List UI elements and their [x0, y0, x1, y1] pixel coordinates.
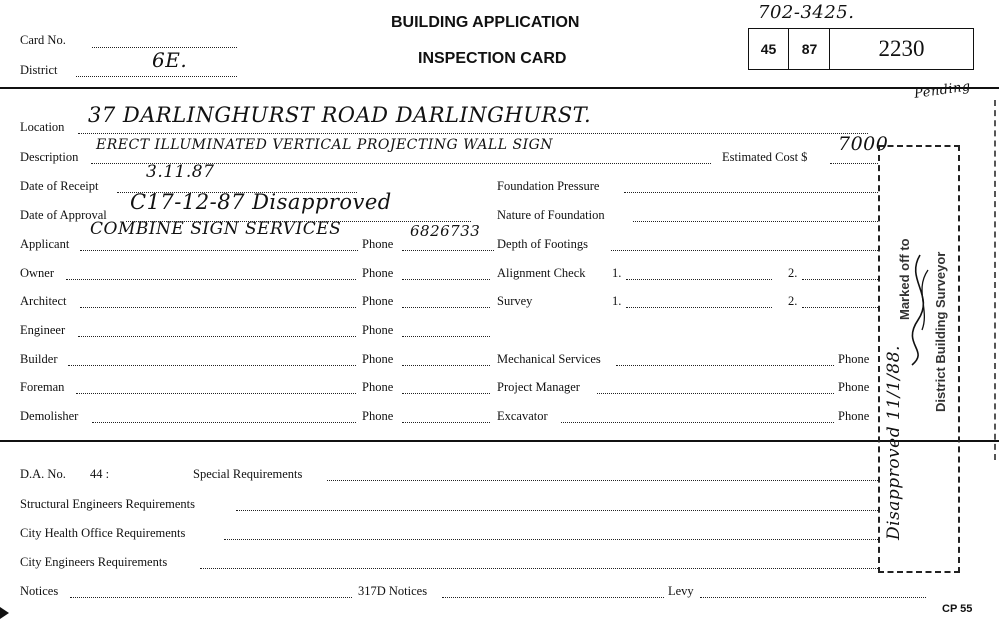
notices-line	[70, 597, 352, 598]
architect-label: Architect	[20, 294, 67, 308]
foundation-pressure-line	[624, 192, 878, 193]
card-no-label: Card No.	[20, 33, 66, 47]
survey-line1	[626, 307, 772, 308]
stamp-signature-note: Disapproved 11/1/88.	[884, 345, 904, 540]
corner-arrow-icon	[0, 607, 9, 619]
da-no-label: D.A. No.	[20, 467, 66, 481]
mechanical-phone-label: Phone	[838, 352, 870, 366]
alignment-check-num2: 2.	[788, 266, 798, 280]
applicant-line	[80, 250, 358, 251]
demolisher-label: Demolisher	[20, 409, 79, 423]
edge-mark	[994, 100, 998, 460]
location-value: 37 DARLINGHURST ROAD DARLINGHURST.	[88, 103, 592, 127]
box-cell-3: 2230	[829, 29, 973, 69]
district-value: 6E.	[152, 48, 188, 72]
stamp-line-1: Marked off to	[897, 238, 912, 320]
location-label: Location	[20, 120, 65, 134]
notices-label: Notices	[20, 584, 59, 598]
demolisher-phone-label: Phone	[362, 409, 394, 423]
notices-317d-line	[442, 597, 664, 598]
district-label: District	[20, 63, 58, 77]
nature-of-foundation-label: Nature of Foundation	[497, 208, 605, 222]
foundation-pressure-label: Foundation Pressure	[497, 179, 600, 193]
box-cell-1: 45	[760, 41, 777, 57]
pending-note: Pending	[913, 79, 972, 102]
survey-label: Survey	[497, 294, 533, 308]
builder-label: Builder	[20, 352, 58, 366]
header-divider	[0, 87, 999, 89]
applicant-value: COMBINE SIGN SERVICES	[90, 219, 342, 239]
survey-num2: 2.	[788, 294, 798, 308]
alignment-check-line2	[802, 279, 878, 280]
owner-phone-line	[402, 279, 490, 280]
depth-of-footings-label: Depth of Footings	[497, 237, 588, 251]
excavator-phone-label: Phone	[838, 409, 870, 423]
alignment-check-line1	[626, 279, 772, 280]
architect-phone-label: Phone	[362, 294, 394, 308]
date-of-receipt-value: 3.11.87	[146, 162, 215, 182]
estimated-cost-label: Estimated Cost $	[722, 150, 808, 164]
health-requirements-label: City Health Office Requirements	[20, 526, 186, 540]
da-no-value: 44 :	[90, 467, 110, 481]
engineer-label: Engineer	[20, 323, 66, 337]
city-engineers-requirements-line	[200, 568, 878, 569]
engineer-phone-label: Phone	[362, 323, 394, 337]
city-engineers-requirements-label: City Engineers Requirements	[20, 555, 168, 569]
form-subtitle: INSPECTION CARD	[418, 50, 567, 67]
estimated-cost-line	[830, 163, 878, 164]
levy-label: Levy	[668, 584, 694, 598]
box-cell-2: 87	[788, 29, 830, 69]
project-manager-line	[597, 393, 834, 394]
demolisher-line	[92, 422, 356, 423]
foreman-line	[76, 393, 356, 394]
phone-note: 702-3425.	[758, 2, 855, 23]
project-manager-phone-label: Phone	[838, 380, 870, 394]
engineer-phone-line	[402, 336, 490, 337]
estimated-cost-value: 7000	[838, 133, 889, 155]
architect-line	[80, 307, 356, 308]
stamp-line-2: District Building Surveyor	[933, 251, 948, 412]
structural-requirements-label: Structural Engineers Requirements	[20, 497, 195, 511]
depth-of-footings-line	[611, 250, 878, 251]
survey-line2	[802, 307, 878, 308]
date-of-approval-value: C17-12-87 Disapproved	[130, 190, 392, 214]
applicant-phone-line	[402, 250, 494, 251]
applicant-phone-value: 6826733	[410, 222, 481, 240]
engineer-line	[78, 336, 356, 337]
special-requirements-line	[327, 480, 878, 481]
description-value: ERECT ILLUMINATED VERTICAL PROJECTING WALL SIGN	[96, 137, 554, 153]
district-line	[76, 76, 237, 77]
nature-of-foundation-line	[633, 221, 878, 222]
owner-line	[66, 279, 356, 280]
date-of-approval-label: Date of Approval	[20, 208, 107, 222]
builder-line	[68, 365, 356, 366]
alignment-check-label: Alignment Check	[497, 266, 586, 280]
project-manager-label: Project Manager	[497, 380, 580, 394]
demolisher-phone-line	[402, 422, 490, 423]
foreman-phone-label: Phone	[362, 380, 394, 394]
builder-phone-label: Phone	[362, 352, 394, 366]
excavator-label: Excavator	[497, 409, 548, 423]
special-requirements-label: Special Requirements	[193, 467, 303, 481]
applicant-label: Applicant	[20, 237, 70, 251]
card-number-box	[748, 28, 974, 70]
mechanical-services-line	[616, 365, 834, 366]
applicant-phone-label: Phone	[362, 237, 394, 251]
location-line	[78, 133, 868, 134]
architect-phone-line	[402, 307, 490, 308]
builder-phone-line	[402, 365, 490, 366]
alignment-check-num1: 1.	[612, 266, 622, 280]
form-title: BUILDING APPLICATION	[391, 14, 580, 31]
structural-requirements-line	[236, 510, 878, 511]
mechanical-services-label: Mechanical Services	[497, 352, 601, 366]
signature-scribble	[900, 250, 940, 370]
notices-317d-label: 317D Notices	[358, 584, 428, 598]
excavator-line	[561, 422, 834, 423]
owner-label: Owner	[20, 266, 55, 280]
form-code: CP 55	[942, 603, 973, 615]
survey-num1: 1.	[612, 294, 622, 308]
description-label: Description	[20, 150, 79, 164]
health-requirements-line	[224, 539, 878, 540]
section-divider	[0, 440, 999, 442]
foreman-label: Foreman	[20, 380, 65, 394]
levy-line	[700, 597, 926, 598]
foreman-phone-line	[402, 393, 490, 394]
owner-phone-label: Phone	[362, 266, 394, 280]
date-of-receipt-label: Date of Receipt	[20, 179, 99, 193]
